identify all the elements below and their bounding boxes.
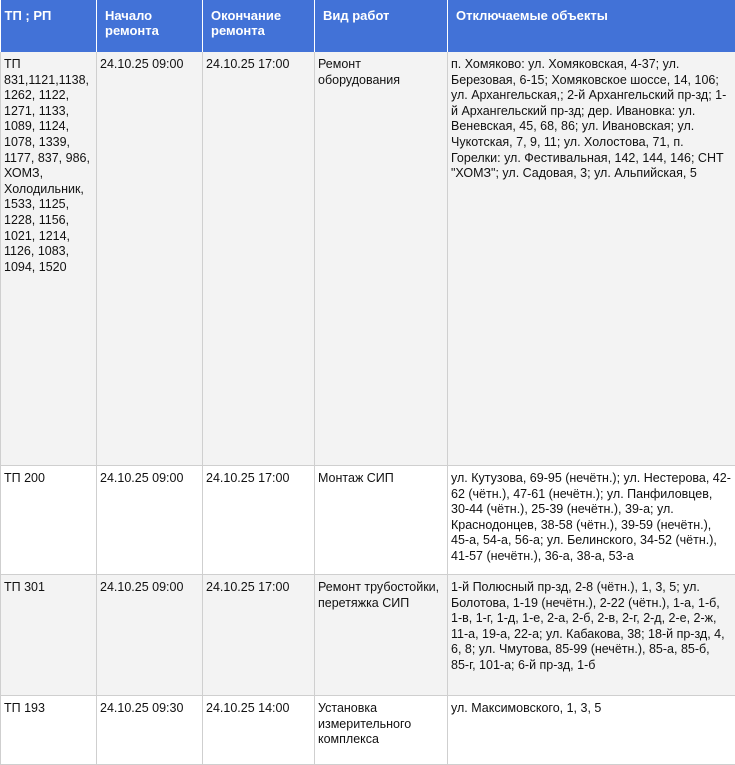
cell-work: Ремонт трубостойки, перетяжка СИП xyxy=(315,575,448,696)
cell-objects: 1-й Полюсный пр-зд, 2-8 (чётн.), 1, 3, 5; ул. Болотова, 1-19 (нечётн.), 2-22 (чётн.), 1-а, 1-б, 1-в, 1-г, 1-д, 1-е, 2-а, 2-б, 2-в, 2-г, 2-д, 2-е, 2-ж, 11-а, 19-а, 22-а; ул. Кабакова, 38; 18-й пр-зд, 4, 6, 8; ул. Чмутова, 85-99 (нечётн.), 85-а, 85-б, 85-г, 101-а; 6-й пр-зд, 1-б xyxy=(448,575,735,696)
cell-start: 24.10.25 09:00 xyxy=(97,52,203,466)
header-start: Начало ремонта xyxy=(97,0,203,52)
cell-tp: ТП 301 xyxy=(1,575,97,696)
cell-objects: п. Хомяково: ул. Хомяковская, 4-37; ул. Березовая, 6-15; Хомяковское шоссе, 14, 106; ул. Архангельская,; 2-й Архангельский пр-зд; 1-й Архангельский пр-зд; дер. Ивановка: ул. Веневская, 45, 68, 86; ул. Ивановская; ул. Чукотская, 7, 9, 11; ул. Холостова, 71, п. Горелки: ул. Фестивальная, 142, 144, 146; СНТ "ХОМЗ"; ул. Садовая, 3; ул. Альпийская, 5 xyxy=(448,52,735,466)
table-row xyxy=(1,575,735,696)
cell-end: 24.10.25 14:00 xyxy=(203,696,315,765)
header-end: Окончание ремонта xyxy=(203,0,315,52)
table-row xyxy=(1,52,735,466)
cell-end: 24.10.25 17:00 xyxy=(203,52,315,466)
cell-objects: ул. Кутузова, 69-95 (нечётн.); ул. Нестерова, 42-62 (чётн.), 47-61 (нечётн.); ул. Панфиловцев, 30-44 (чётн.), 25-39 (нечётн.), 39-а; ул. Краснодонцев, 38-58 (чётн.), 39-59 (нечётн.), 45-а, 54-а, 56-а; ул. Белинского, 34-52 (чётн.), 41-57 (нечётн.), 36-а, 38-а, 53-а xyxy=(448,466,735,575)
table-row xyxy=(1,466,735,575)
header-row xyxy=(1,0,735,52)
cell-work: Монтаж СИП xyxy=(315,466,448,575)
header-work: Вид работ xyxy=(315,0,448,52)
cell-start: 24.10.25 09:30 xyxy=(97,696,203,765)
cell-end: 24.10.25 17:00 xyxy=(203,466,315,575)
cell-work: Установка измерительного комплекса xyxy=(315,696,448,765)
cell-objects: ул. Максимовского, 1, 3, 5 xyxy=(448,696,735,765)
cell-start: 24.10.25 09:00 xyxy=(97,575,203,696)
header-objects: Отключаемые объекты xyxy=(448,0,735,52)
cell-work: Ремонт оборудования xyxy=(315,52,448,466)
cell-end: 24.10.25 17:00 xyxy=(203,575,315,696)
cell-tp: ТП 193 xyxy=(1,696,97,765)
table-row xyxy=(1,696,735,765)
cell-tp: ТП 831,1121,1138, 1262, 1122, 1271, 1133, 1089, 1124, 1078, 1339, 1177, 837, 986, ХОМЗ, Холодильник, 1533, 1125, 1228, 1156, 1021, 1214, 1126, 1083, 1094, 1520 xyxy=(1,52,97,466)
cell-start: 24.10.25 09:00 xyxy=(97,466,203,575)
cell-tp: ТП 200 xyxy=(1,466,97,575)
header-tp: ТП ; РП xyxy=(1,0,97,52)
